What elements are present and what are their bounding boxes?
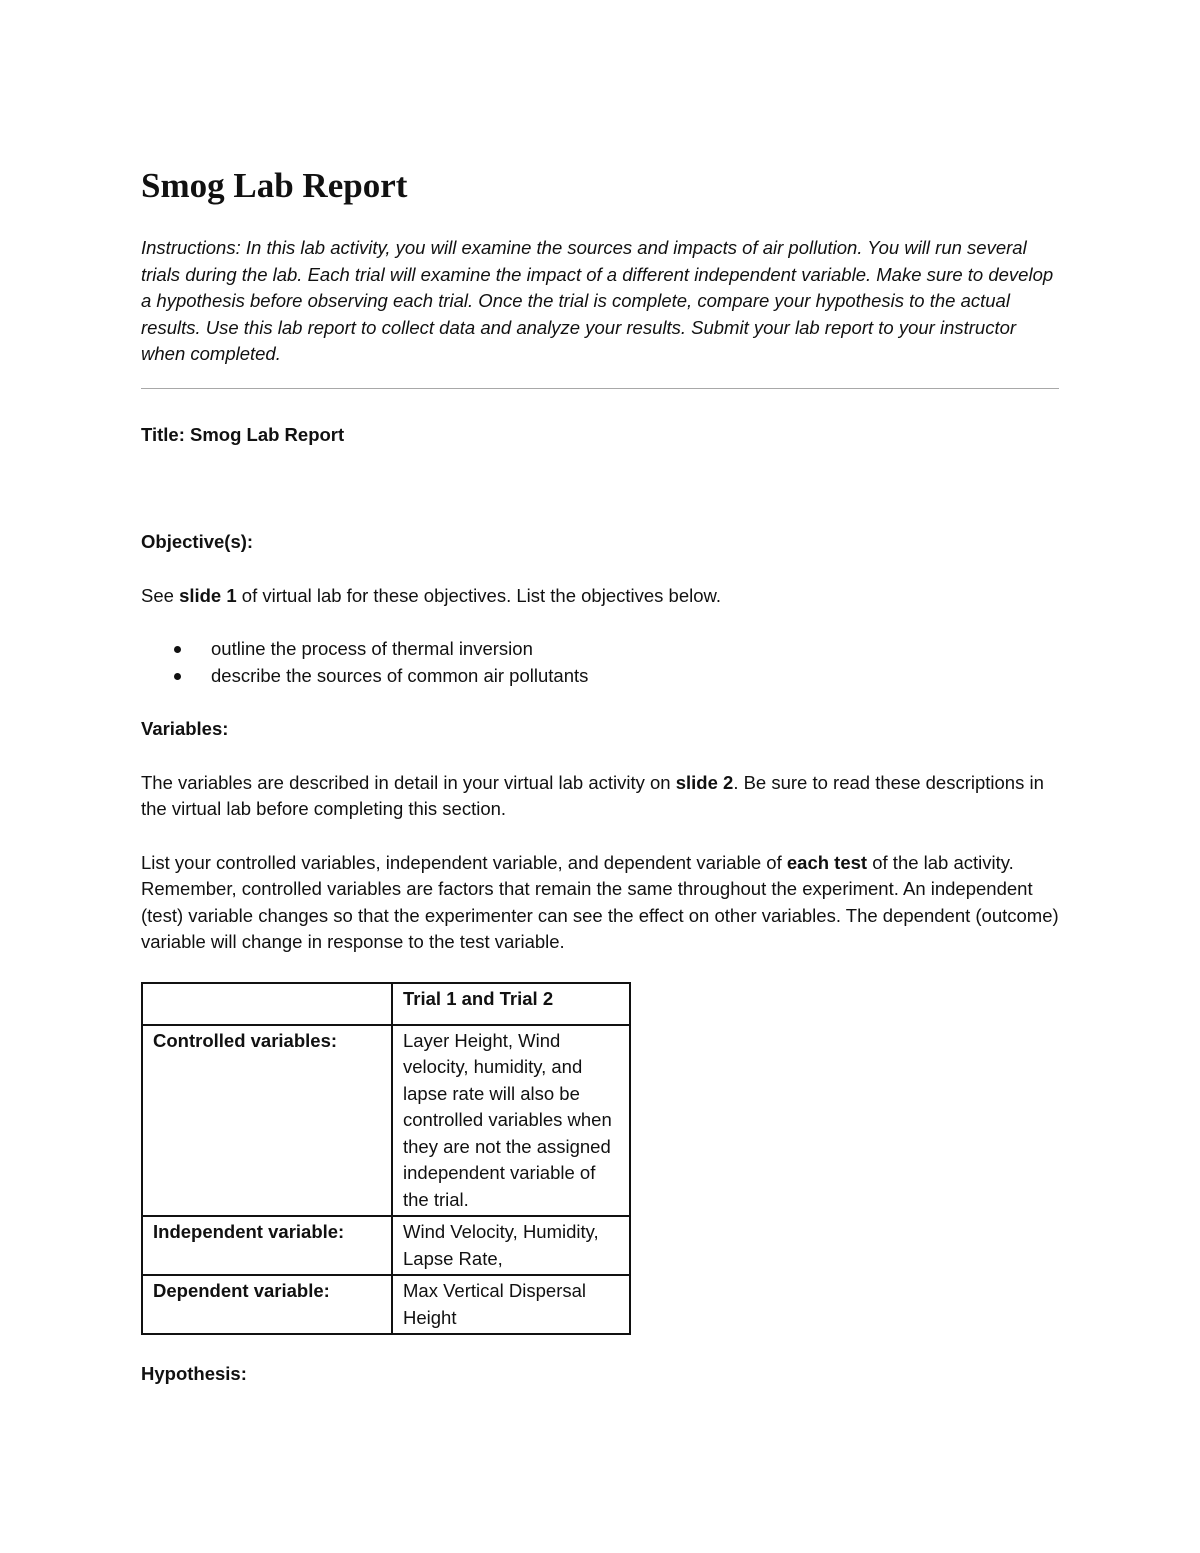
table-header-row: [142, 983, 630, 1025]
table-cell: Layer Height, Wind velocity, humidity, and lapse rate will also be controlled variables when they are not the assigned independent variable of the trial.: [392, 1025, 630, 1217]
objectives-intro-text-end: of virtual lab for these objectives. List the objectives below.: [236, 584, 721, 606]
list-item: [141, 663, 1059, 690]
bullet-icon: [174, 646, 181, 653]
objectives-intro-text: See: [141, 584, 180, 606]
hypothesis-heading: Hypothesis:: [141, 1363, 247, 1384]
variables-list-instructions: [141, 850, 1059, 956]
table-header-cell: [142, 983, 392, 1025]
table-header-cell: Trial 1 and Trial 2: [392, 983, 630, 1025]
variables-list-emphasis: each test: [786, 851, 868, 873]
bullet-icon: [174, 673, 181, 680]
objectives-intro-emphasis: slide 1: [179, 584, 237, 606]
table-cell: Wind Velocity, Humidity, Lapse Rate,: [392, 1216, 630, 1275]
objectives-heading: Objective(s):: [141, 531, 254, 552]
objectives-intro: [141, 583, 1059, 610]
variables-desc-emphasis: slide 2: [675, 771, 734, 793]
variables-desc-text-end: . Be sure to read these descriptions in the virtual lab before completing this section.: [141, 771, 1044, 819]
variables-description: [141, 770, 1059, 823]
objective-text: outline the process of thermal inversion: [211, 638, 533, 659]
table-row-label: Dependent variable:: [142, 1275, 392, 1334]
variables-list-text: List your controlled variables, independent variable, and dependent variable of: [141, 851, 787, 873]
table-row: [142, 1275, 630, 1334]
title-label: Title: Smog Lab Report: [141, 423, 345, 445]
instructions-text: Instructions: In this lab activity, you will examine the sources and impacts of air pollution. You will run several trials during the lab. Each trial will examine the impact of a different independent variable. Make sure to develop a hypothesis before observing each trial. Once the trial is complete, compare your hypothesis to the actual results. Use this lab report to collect data and analyze your results. Submit your lab report to your instructor when completed.: [141, 237, 1054, 364]
table-row: [142, 1216, 630, 1275]
objectives-list: [141, 636, 1059, 689]
table-row-label: Controlled variables:: [142, 1025, 392, 1217]
variables-table: [141, 982, 631, 1336]
document-title: Smog Lab Report: [141, 166, 408, 205]
table-cell: Max Vertical Dispersal Height: [392, 1275, 630, 1334]
list-item: [141, 636, 1059, 663]
variables-heading: Variables:: [141, 718, 229, 739]
variables-desc-text: The variables are described in detail in your virtual lab activity on: [141, 771, 676, 793]
horizontal-divider: [141, 388, 1059, 389]
variables-list-text-end: of the lab activity. Remember, controlled variables are factors that remain the same throughout the experiment. An independent (test) variable changes so that the experimenter can see the effect on other variables. The dependent (outcome) variable will change in response to the test variable.: [141, 851, 1059, 952]
table-row: [142, 1025, 630, 1217]
table-row-label: Independent variable:: [142, 1216, 392, 1275]
objective-text: describe the sources of common air pollutants: [211, 664, 589, 686]
